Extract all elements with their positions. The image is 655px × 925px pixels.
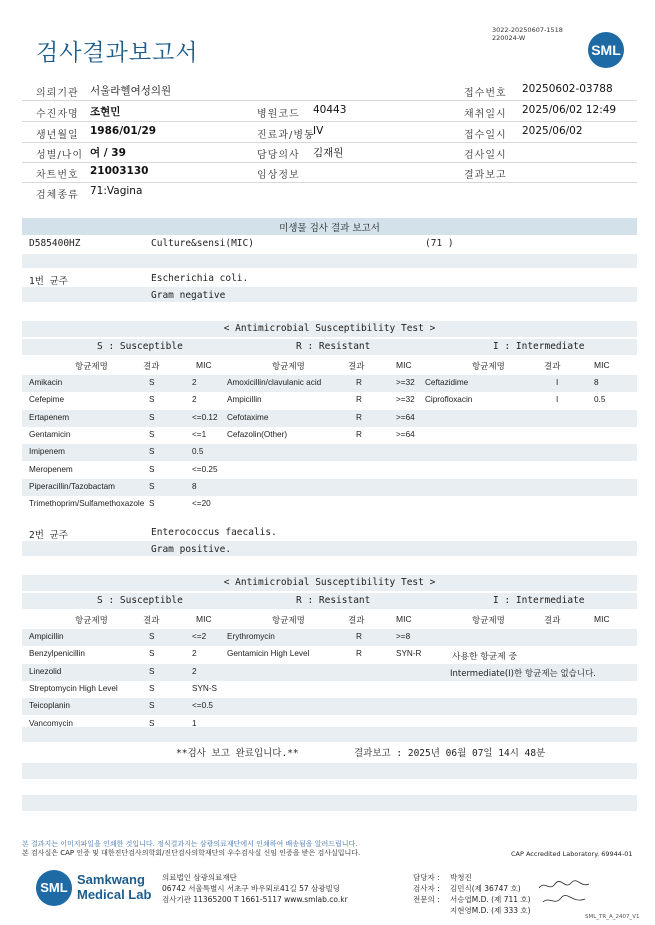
drug-name: Erythromycin [227,632,275,641]
gram-stain: Gram negative [151,290,226,301]
band-row [22,375,637,392]
drug-mic: >=32 [396,395,415,405]
drug-name: Linezolid [29,666,62,676]
drug-mic: <=0.5 [192,701,213,711]
band-row [22,444,637,461]
page-title: 검사결과보고서 [36,40,199,66]
drug-mic: >=64 [396,412,415,422]
drug-name: Vancomycin [29,718,73,728]
drug-result: R [356,632,362,641]
drug-result: S [149,481,155,491]
drug-mic: 0.5 [192,447,204,457]
info-value: 2025/06/02 [522,125,583,137]
column-header-mic: MIC [396,360,412,370]
drug-name: Cefazolin(Other) [227,429,288,439]
report-datetime: 결과보고 : 2025년 06월 07일 14시 48분 [354,748,546,759]
drug-mic: <=0.25 [192,464,218,474]
info-value: 1986/01/29 [90,125,157,137]
drug-name: Piperacillin/Tazobactam [29,481,116,491]
info-value: 조현민 [90,106,121,118]
info-value: 20250602-03788 [522,83,613,95]
patient-info-row [22,122,637,143]
drug-name: Ceftazidime [425,378,469,387]
info-label: 생년월일 [36,130,79,141]
drug-name: Ampicillin [29,632,64,641]
drug-mic: >=8 [396,632,411,641]
column-header-result: 결과 [348,361,365,371]
drug-mic: 2 [192,649,197,659]
organization-address: 의료법인 삼광의료재단 06742 서울특별시 서초구 바우뫼로41길 57 삼광빌딩 검사기관 11365200 T 1661-5117 www.smlab.co.kr [162,873,348,904]
column-header-mic: MIC [594,360,610,370]
organism-name: Enterococcus faecalis. [151,527,277,538]
staff-row [413,872,531,883]
column-header-mic: MIC [196,360,212,370]
drug-result: I [556,395,559,405]
staff-row [413,894,531,905]
drug-result: S [149,666,155,676]
patient-info-row [22,80,637,101]
info-label: 검사일시 [464,150,507,161]
drug-mic: <=0.12 [192,412,218,422]
notice-cap-certified: 본 검사실은 CAP 인증 및 대한진단검사의학회/진단검사의학재단의 우수검사실 신임 인증을 받은 검사실입니다. [22,849,361,857]
info-label: 채취일시 [464,109,507,120]
drug-name: Imipenem [29,447,65,457]
legend-susceptible: S : Susceptible [97,595,183,606]
drug-name: Gentamicin High Level [227,649,310,659]
staff-name: 지현영M.D. (제 333 호) [450,906,531,915]
patient-info-row [22,101,637,122]
drug-mic: 1 [192,718,197,728]
band-row [22,541,637,556]
drug-result: R [356,378,362,387]
info-label: 차트번호 [36,170,79,181]
info-label: 진료과/병동 [257,130,315,141]
drug-name: Cefotaxime [227,412,269,422]
info-label: 의뢰기관 [36,88,79,99]
sml-logo: SML [588,32,624,68]
cap-accreditation: CAP Accredited Laboratory. 69944-01 [511,850,633,858]
drug-name: Amoxicillin/clavulanic acid [227,378,322,387]
section-title: 미생물 검사 결과 보고서 [279,223,380,234]
drug-mic: <=1 [192,429,207,439]
drug-name: Ampicillin [227,395,262,405]
info-value: 71:Vagina [90,185,143,197]
column-header-result: 결과 [143,361,160,371]
drug-mic: 0.5 [594,395,606,405]
drug-mic: 8 [594,378,599,387]
drug-name: Streptomycin High Level [29,683,118,693]
drug-mic: SYN-S [192,683,218,693]
drug-result: S [149,412,155,422]
column-header-drug: 항균제명 [75,361,108,371]
drug-mic: <=2 [192,632,207,641]
drug-result: I [556,378,559,387]
drug-name: Ertapenem [29,412,70,422]
info-label: 접수일시 [464,130,507,141]
organism-label: 2번 균주 [29,530,68,541]
info-label: 접수번호 [464,88,507,99]
info-value: 21003130 [90,165,149,177]
drug-result: S [149,378,155,387]
info-value: 40443 [313,104,347,116]
drug-result: S [149,718,155,728]
organism-label: 1번 균주 [29,276,68,287]
staff-role: 검사자 : [413,884,440,893]
column-header-drug: 항균제명 [272,361,305,371]
notice-image-print: 본 결과지는 이미지파일을 인쇄한 것입니다. 정식결과지는 삼광의료재단에서 인쇄하여 배송됨을 알려드립니다. [22,840,358,848]
drug-mic: >=64 [396,429,415,439]
legend-intermediate: I : Intermediate [493,595,585,606]
column-header-mic: MIC [594,614,610,624]
drug-name: Amikacin [29,378,63,387]
patient-info-row [22,182,637,202]
sml-footer-logo: SML [36,870,72,906]
drug-mic: 2 [192,666,197,676]
legend-resistant: R : Resistant [296,595,371,606]
info-value: 여 / 39 [90,147,126,159]
drug-mic: 2 [192,395,197,405]
section-header-band [22,218,637,235]
drug-name: Meropenem [29,464,73,474]
column-header-mic: MIC [396,614,412,624]
staff-name: 김민식(제 36747 호) [450,884,521,893]
legend-intermediate: I : Intermediate [493,341,585,352]
column-header-drug: 항균제명 [472,615,505,625]
legend-susceptible: S : Susceptible [97,341,183,352]
drug-result: S [149,447,155,457]
test-name: Culture&sensi(MIC) [151,238,254,249]
band-row [22,287,637,302]
column-header-result: 결과 [348,615,365,625]
intermediate-note-2: Intermediate(I)한 항균제는 없습니다. [450,668,596,679]
drug-result: S [149,632,155,641]
drug-result: R [356,395,362,405]
drug-result: S [149,701,155,711]
staff-row [413,883,531,894]
signature-image [535,878,595,908]
column-header-drug: 항균제명 [75,615,108,625]
legend-resistant: R : Resistant [296,341,371,352]
drug-name: Gentamicin [29,429,71,439]
drug-result: S [149,649,155,659]
column-header-drug: 항균제명 [272,615,305,625]
gram-stain: Gram positive. [151,544,232,555]
column-header-mic: MIC [196,614,212,624]
form-code: SML_TR_A_2407_V1 [585,914,640,920]
staff-name: 서승엽M.D. (제 711 호) [450,895,531,904]
drug-mic: >=32 [396,378,415,387]
info-label: 검체종류 [36,190,79,201]
staff-row [413,905,531,916]
column-header-result: 결과 [544,361,561,371]
drug-result: S [149,429,155,439]
drug-name: Teicoplanin [29,701,70,711]
staff-role: 담당자 : [413,873,440,882]
test-number: (71 ) [425,238,454,249]
ast-title: < Antimicrobial Susceptibility Test > [223,323,436,334]
test-code: D585400HZ [29,238,81,249]
patient-info-row [22,162,637,183]
band-row [22,629,637,646]
drug-mic: <=20 [192,499,211,509]
completion-text: **검사 보고 완료입니다.** [176,748,299,759]
drug-result: S [149,395,155,405]
drug-result: S [149,683,155,693]
drug-result: R [356,412,362,422]
column-header-drug: 항균제명 [472,361,505,371]
drug-mic: 2 [192,378,197,387]
staff-role: 전문의 : [413,895,440,904]
drug-name: Trimethoprim/Sulfamethoxazole [29,499,145,509]
drug-result: S [149,464,155,474]
drug-result: S [149,499,155,509]
info-label: 결과보고 [464,170,507,181]
info-label: 성별/나이 [36,150,84,161]
info-label: 병원코드 [257,109,300,120]
drug-mic: 8 [192,481,197,491]
drug-name: Ciprofloxacin [425,395,473,405]
patient-info-row [22,142,637,163]
info-value: IV [313,125,324,137]
document-number: 3022-20250607-1518 220024-W [492,26,563,42]
info-label: 임상정보 [257,170,300,181]
drug-result: R [356,429,362,439]
staff-list [413,872,531,916]
drug-mic: SYN-R [396,649,422,659]
column-header-result: 결과 [544,615,561,625]
info-value: 서울라헬여성의원 [90,85,172,97]
info-label: 담당의사 [257,150,300,161]
drug-name: Benzylpenicillin [29,649,85,659]
band-row [22,410,637,427]
staff-name: 박청진 [450,873,472,882]
drug-name: Cefepime [29,395,65,405]
info-value: 2025/06/02 12:49 [522,104,617,116]
drug-result: R [356,649,362,659]
info-label: 수진자명 [36,109,79,120]
ast-title: < Antimicrobial Susceptibility Test > [223,577,436,588]
column-header-result: 결과 [143,615,160,625]
band-row [22,698,637,715]
company-name: Samkwang Medical Lab [77,872,152,902]
organism-name: Escherichia coli. [151,273,249,284]
intermediate-note-1: 사용한 항균제 중 [452,652,518,663]
info-value: 김재원 [313,147,344,159]
